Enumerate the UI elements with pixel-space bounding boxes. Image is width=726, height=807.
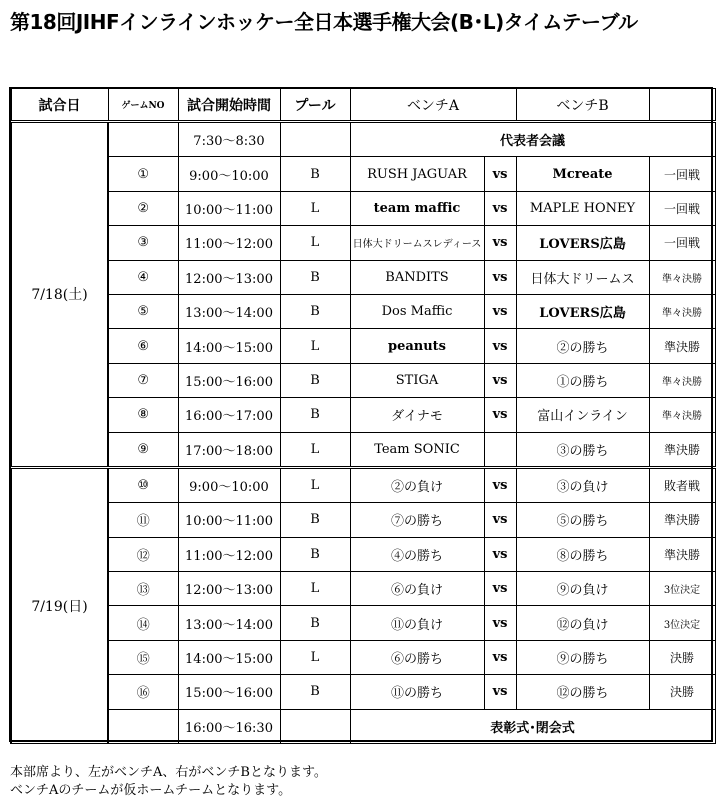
time-cell: 12:00～13:00	[178, 572, 280, 606]
bench-b-cell: ②の勝ち	[516, 329, 649, 363]
vs-cell: vs	[484, 363, 516, 397]
vs-cell	[484, 432, 516, 467]
bench-a-cell: Dos Maffic	[350, 294, 484, 328]
header-round	[649, 89, 715, 122]
table-row	[11, 467, 715, 502]
vs-cell: vs	[484, 329, 516, 363]
header-bench-a: ベンチA	[350, 89, 516, 122]
pool-cell: L	[280, 467, 350, 502]
round-cell: 準決勝	[649, 503, 715, 537]
schedule-table	[10, 88, 716, 744]
time-cell: 9:00～10:00	[178, 467, 280, 502]
round-cell: 準々決勝	[649, 294, 715, 328]
game-no-cell: ②	[108, 191, 178, 225]
pool-cell: B	[280, 537, 350, 571]
round-cell: 3位決定	[649, 572, 715, 606]
game-no-cell: ④	[108, 260, 178, 294]
event-cell: 表彰式･閉会式	[350, 709, 715, 743]
game-no-cell: ⑤	[108, 294, 178, 328]
vs-cell: vs	[484, 467, 516, 502]
vs-cell: vs	[484, 294, 516, 328]
vs-cell: vs	[484, 675, 516, 709]
game-no-cell	[108, 709, 178, 743]
pool-cell: B	[280, 363, 350, 397]
game-no-cell: ①	[108, 157, 178, 191]
vs-cell: vs	[484, 537, 516, 571]
round-cell: 敗者戦	[649, 467, 715, 502]
bench-b-cell: ⑫の負け	[516, 606, 649, 640]
bench-b-cell: ⑨の勝ち	[516, 640, 649, 674]
game-no-cell: ③	[108, 226, 178, 260]
bench-a-cell: 日体大ドリームスレディース	[350, 226, 484, 260]
vs-cell: vs	[484, 572, 516, 606]
bench-a-cell: STIGA	[350, 363, 484, 397]
table-row	[11, 329, 715, 363]
vs-cell: vs	[484, 157, 516, 191]
bench-a-cell: ④の勝ち	[350, 537, 484, 571]
opening-row	[11, 122, 715, 157]
bench-b-cell: MAPLE HONEY	[516, 191, 649, 225]
table-row	[11, 606, 715, 640]
bench-b-cell: Mcreate	[516, 157, 649, 191]
vs-cell: vs	[484, 226, 516, 260]
game-no-cell: ⑦	[108, 363, 178, 397]
pool-cell	[280, 122, 350, 157]
pool-cell: B	[280, 260, 350, 294]
table-row	[11, 191, 715, 225]
bench-b-cell: ⑧の勝ち	[516, 537, 649, 571]
bench-a-cell: BANDITS	[350, 260, 484, 294]
time-cell: 11:00～12:00	[178, 537, 280, 571]
pool-cell: L	[280, 329, 350, 363]
pool-cell: B	[280, 294, 350, 328]
bench-b-cell: ③の負け	[516, 467, 649, 502]
time-cell: 10:00～11:00	[178, 503, 280, 537]
pool-cell: B	[280, 157, 350, 191]
game-no-cell: ⑩	[108, 467, 178, 502]
table-row	[11, 572, 715, 606]
bench-a-cell: Team SONIC	[350, 432, 484, 467]
table-row	[11, 157, 715, 191]
bench-a-cell: peanuts	[350, 329, 484, 363]
round-cell: 準決勝	[649, 329, 715, 363]
time-cell: 15:00～16:00	[178, 675, 280, 709]
note-line: 本部席より、左がベンチA、右がベンチBとなります。	[10, 765, 327, 780]
bench-b-cell: LOVERS広島	[516, 226, 649, 260]
table-row	[11, 363, 715, 397]
game-no-cell	[108, 122, 178, 157]
pool-cell: L	[280, 640, 350, 674]
round-cell: 3位決定	[649, 606, 715, 640]
time-cell: 14:00～15:00	[178, 329, 280, 363]
pool-cell: B	[280, 398, 350, 432]
time-cell: 13:00～14:00	[178, 606, 280, 640]
vs-cell: vs	[484, 398, 516, 432]
bench-a-cell: team maffic	[350, 191, 484, 225]
table-row	[11, 226, 715, 260]
game-no-cell: ⑮	[108, 640, 178, 674]
pool-cell: L	[280, 226, 350, 260]
vs-cell: vs	[484, 606, 516, 640]
header-bench-b: ベンチB	[516, 89, 649, 122]
bench-a-cell: ⑦の勝ち	[350, 503, 484, 537]
round-cell: 準決勝	[649, 537, 715, 571]
time-cell: 11:00～12:00	[178, 226, 280, 260]
bench-a-cell: ⑥の負け	[350, 572, 484, 606]
page-title: 第18回JIHFインラインホッケー全日本選手権大会(B･L)タイムテーブル	[10, 10, 638, 34]
closing-row	[11, 709, 715, 743]
bench-b-cell: LOVERS広島	[516, 294, 649, 328]
time-cell: 16:00～16:30	[178, 709, 280, 743]
header-game-no: ゲームNO	[108, 89, 178, 122]
table-row	[11, 503, 715, 537]
game-no-cell: ⑭	[108, 606, 178, 640]
header-date: 試合日	[11, 89, 108, 122]
time-cell: 10:00～11:00	[178, 191, 280, 225]
time-cell: 15:00～16:00	[178, 363, 280, 397]
table-row	[11, 640, 715, 674]
time-cell: 14:00～15:00	[178, 640, 280, 674]
table-row	[11, 398, 715, 432]
time-cell: 16:00～17:00	[178, 398, 280, 432]
table-row	[11, 260, 715, 294]
pool-cell: L	[280, 572, 350, 606]
pool-cell: L	[280, 191, 350, 225]
bench-a-cell: ダイナモ	[350, 398, 484, 432]
round-cell: 準々決勝	[649, 363, 715, 397]
table-row	[11, 537, 715, 571]
time-cell: 13:00～14:00	[178, 294, 280, 328]
time-cell: 7:30～8:30	[178, 122, 280, 157]
vs-cell: vs	[484, 503, 516, 537]
game-no-cell: ⑨	[108, 432, 178, 467]
round-cell: 準々決勝	[649, 398, 715, 432]
game-no-cell: ⑯	[108, 675, 178, 709]
bench-a-cell: ⑪の勝ち	[350, 675, 484, 709]
bench-b-cell: ⑤の勝ち	[516, 503, 649, 537]
header-start-time: 試合開始時間	[178, 89, 280, 122]
header-row	[11, 89, 715, 122]
notes	[10, 764, 327, 800]
pool-cell: L	[280, 432, 350, 467]
bench-a-cell: ⑪の負け	[350, 606, 484, 640]
game-no-cell: ⑬	[108, 572, 178, 606]
round-cell: 決勝	[649, 675, 715, 709]
bench-a-cell: ②の負け	[350, 467, 484, 502]
table-row	[11, 294, 715, 328]
date-cell: 7/19(日)	[11, 467, 108, 743]
table-row	[11, 432, 715, 467]
bench-b-cell: ⑨の負け	[516, 572, 649, 606]
event-cell: 代表者会議	[350, 122, 715, 157]
game-no-cell: ⑪	[108, 503, 178, 537]
header-pool: プール	[280, 89, 350, 122]
round-cell: 一回戦	[649, 157, 715, 191]
round-cell: 準決勝	[649, 432, 715, 467]
game-no-cell: ⑫	[108, 537, 178, 571]
time-cell: 17:00～18:00	[178, 432, 280, 467]
bench-b-cell: 日体大ドリームス	[516, 260, 649, 294]
pool-cell: B	[280, 503, 350, 537]
vs-cell: vs	[484, 640, 516, 674]
game-no-cell: ⑥	[108, 329, 178, 363]
bench-a-cell: RUSH JAGUAR	[350, 157, 484, 191]
bench-b-cell: ⑫の勝ち	[516, 675, 649, 709]
bench-a-cell: ⑥の勝ち	[350, 640, 484, 674]
note-line: ベンチAのチームが仮ホームチームとなります。	[10, 783, 292, 798]
round-cell: 決勝	[649, 640, 715, 674]
bench-b-cell: ③の勝ち	[516, 432, 649, 467]
bench-b-cell: 富山インライン	[516, 398, 649, 432]
round-cell: 準々決勝	[649, 260, 715, 294]
time-cell: 9:00～10:00	[178, 157, 280, 191]
vs-cell: vs	[484, 191, 516, 225]
round-cell: 一回戦	[649, 226, 715, 260]
table-row	[11, 675, 715, 709]
game-no-cell: ⑧	[108, 398, 178, 432]
pool-cell	[280, 709, 350, 743]
pool-cell: B	[280, 606, 350, 640]
time-cell: 12:00～13:00	[178, 260, 280, 294]
pool-cell: B	[280, 675, 350, 709]
date-cell: 7/18(土)	[11, 122, 108, 468]
vs-cell: vs	[484, 260, 516, 294]
round-cell: 一回戦	[649, 191, 715, 225]
bench-b-cell: ①の勝ち	[516, 363, 649, 397]
